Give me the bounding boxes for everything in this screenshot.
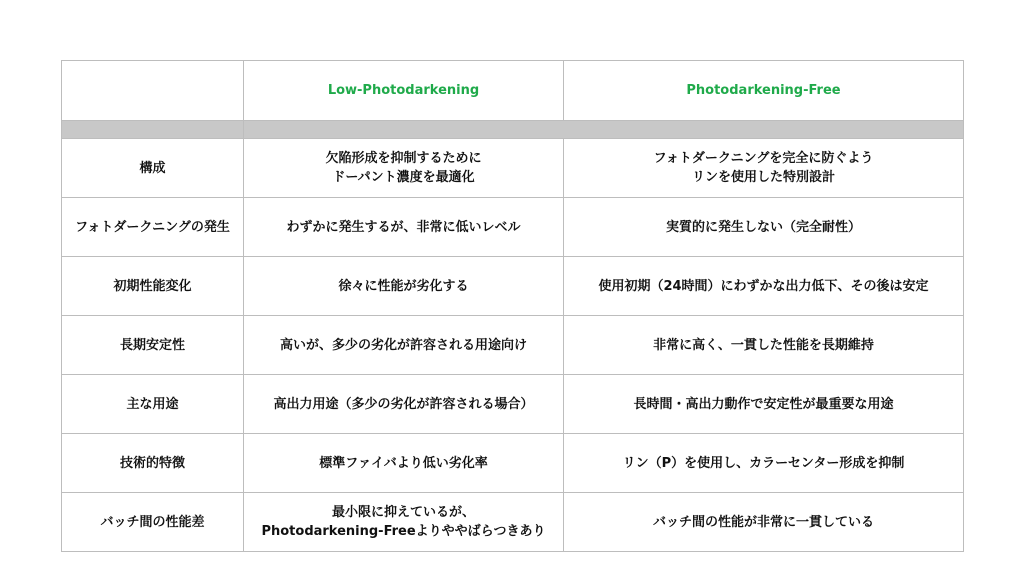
table-row — [62, 493, 964, 552]
table-row — [62, 139, 964, 198]
row-label: 長期安定性 — [62, 316, 244, 375]
free-cell: リン（P）を使用し、カラーセンター形成を抑制 — [564, 434, 964, 493]
free-cell: 非常に高く、一貫した性能を長期維持 — [564, 316, 964, 375]
table-row — [62, 316, 964, 375]
table-row — [62, 434, 964, 493]
free-cell: フォトダークニングを完全に防ぐよう リンを使用した特別設計 — [564, 139, 964, 198]
low-cell: 高出力用途（多少の劣化が許容される場合） — [244, 375, 564, 434]
low-cell: 標準ファイバより低い劣化率 — [244, 434, 564, 493]
row-label: フォトダークニングの発生 — [62, 198, 244, 257]
separator-cell — [244, 121, 964, 139]
table-row — [62, 257, 964, 316]
low-cell: 最小限に抑えているが、 Photodarkening-Freeよりややばらつきあり — [244, 493, 564, 552]
low-cell: 欠陥形成を抑制するために ドーパント濃度を最適化 — [244, 139, 564, 198]
table-row — [62, 198, 964, 257]
header-low-photodarkening: Low-Photodarkening — [244, 61, 564, 121]
header-photodarkening-free: Photodarkening-Free — [564, 61, 964, 121]
free-cell: 実質的に発生しない（完全耐性） — [564, 198, 964, 257]
header-cell-empty — [62, 61, 244, 121]
free-cell: 使用初期（24時間）にわずかな出力低下、その後は安定 — [564, 257, 964, 316]
separator-row — [62, 121, 964, 139]
row-label: 主な用途 — [62, 375, 244, 434]
low-cell: 徐々に性能が劣化する — [244, 257, 564, 316]
comparison-table — [61, 60, 964, 552]
low-cell: わずかに発生するが、非常に低いレベル — [244, 198, 564, 257]
row-label: 技術的特徴 — [62, 434, 244, 493]
row-label: 構成 — [62, 139, 244, 198]
free-cell: 長時間・高出力動作で安定性が最重要な用途 — [564, 375, 964, 434]
row-label: バッチ間の性能差 — [62, 493, 244, 552]
low-cell: 高いが、多少の劣化が許容される用途向け — [244, 316, 564, 375]
free-cell: バッチ間の性能が非常に一貫している — [564, 493, 964, 552]
separator-cell — [62, 121, 244, 139]
table-header-row — [62, 61, 964, 121]
row-label: 初期性能変化 — [62, 257, 244, 316]
table-row — [62, 375, 964, 434]
